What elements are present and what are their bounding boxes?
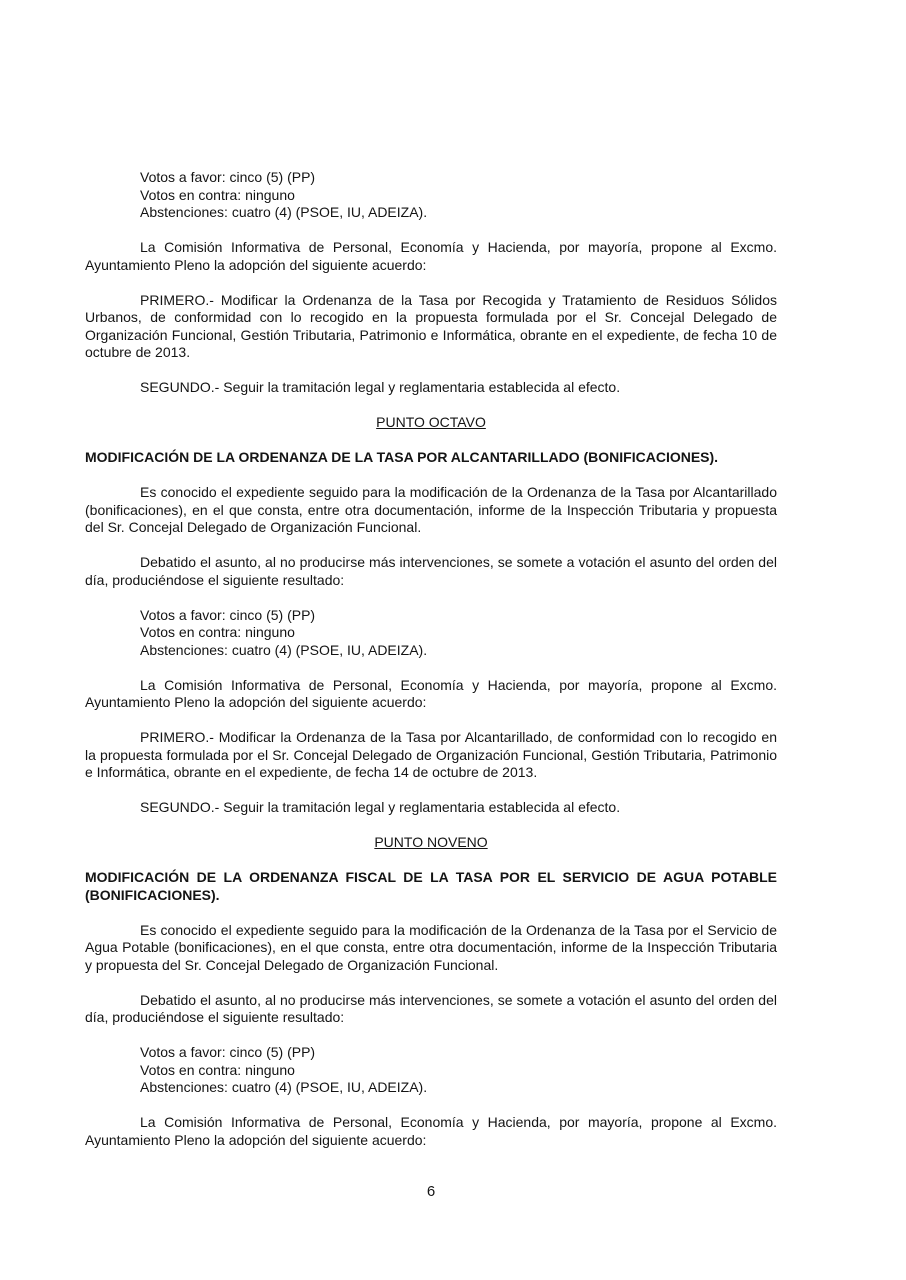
page-number: 6 [426,1183,436,1200]
punto-octavo-title: MODIFICACIÓN DE LA ORDENANZA DE LA TASA POR ALCANTARILLADO (BONIFICACIONES). [85,449,719,465]
segundo-paragraph-septimo: SEGUNDO.- Seguir la tramitación legal y reglamentaria establecida al efecto. [140,379,621,395]
punto-octavo-heading-text: PUNTO OCTAVO [376,414,486,430]
votes-abstenciones-line: Abstenciones: cuatro (4) (PSOE, IU, ADEIZA). [140,204,428,220]
comision-paragraph: La Comisión Informativa de Personal, Economía y Hacienda, por mayoría, propone al Excmo. Ayuntamiento Pleno la adopción del siguiente acuerdo: [85,1114,777,1148]
votes-abstenciones-line: Abstenciones: cuatro (4) (PSOE, IU, ADEIZA). [140,1079,428,1095]
primero-paragraph-octavo: PRIMERO.- Modificar la Ordenanza de la Tasa por Alcantarillado, de conformidad con lo recogido en la propuesta formulada por el Sr. Concejal Delegado de Organización Funcional, Gestión Tributaria, Patrimonio e Informática, obrante en el expediente, de fecha 14 de octubre de 2013. [85,729,777,780]
votes-favor-line: Votos a favor: cinco (5) (PP) [140,1044,316,1060]
votes-contra-line: Votos en contra: ninguno [140,186,295,203]
es-conocido-paragraph-noveno: Es conocido el expediente seguido para la modificación de la Ordenanza de la Tasa por el Servicio de Agua Potable (bonificaciones), en el que consta, entre otra documentación, informe de la Inspección Tributaria y propuesta del Sr. Concejal Delegado de Organización Funcional. [85,921,777,973]
votes-block [85,169,777,222]
votes-favor-line: Votos a favor: cinco (5) (PP) [140,169,316,185]
debatido-paragraph-noveno: Debatido el asunto, al no producirse más intervenciones, se somete a votación el asunto del orden del día, produciéndose el siguiente resultado: [85,991,777,1025]
votes-block [85,1044,777,1097]
votes-abstenciones-line: Abstenciones: cuatro (4) (PSOE, IU, ADEIZA). [140,641,428,658]
punto-noveno-title: MODIFICACIÓN DE LA ORDENANZA FISCAL DE LA TASA POR EL SERVICIO DE AGUA POTABLE (BONIFICACIONES). [85,869,777,903]
punto-octavo-heading [85,414,777,432]
comision-paragraph: La Comisión Informativa de Personal, Economía y Hacienda, por mayoría, propone al Excmo. Ayuntamiento Pleno la adopción del siguiente acuerdo: [85,676,777,710]
votes-favor-line: Votos a favor: cinco (5) (PP) [140,606,316,623]
text-column [85,169,777,1149]
votes-contra-line: Votos en contra: ninguno [140,624,295,640]
primero-paragraph-septimo: PRIMERO.- Modificar la Ordenanza de la Tasa por Recogida y Tratamiento de Residuos Sólidos Urbanos, de conformidad con lo recogido en la propuesta formulada por el Sr. Concejal Delegado de Organización Funcional, Gestión Tributaria, Patrimonio e Informática, obrante en el expediente, de fecha 10 de octubre de 2013. [85,291,777,360]
votes-block [85,607,777,660]
es-conocido-paragraph-octavo: Es conocido el expediente seguido para la modificación de la Ordenanza de la Tasa por Alcantarillado (bonificaciones), en el que consta, entre otra documentación, informe de la Inspección Tributaria y propuesta del Sr. Concejal Delegado de Organización Funcional. [85,484,777,535]
votes-contra-line: Votos en contra: ninguno [140,1061,295,1078]
punto-noveno-heading-text: PUNTO NOVENO [374,834,488,850]
segundo-paragraph-octavo: SEGUNDO.- Seguir la tramitación legal y reglamentaria establecida al efecto. [140,799,621,815]
debatido-paragraph-octavo: Debatido el asunto, al no producirse más intervenciones, se somete a votación el asunto del orden del día, produciéndose el siguiente resultado: [85,554,777,588]
comision-paragraph: La Comisión Informativa de Personal, Economía y Hacienda, por mayoría, propone al Excmo. Ayuntamiento Pleno la adopción del siguiente acuerdo: [85,239,777,273]
punto-noveno-heading [85,834,777,852]
